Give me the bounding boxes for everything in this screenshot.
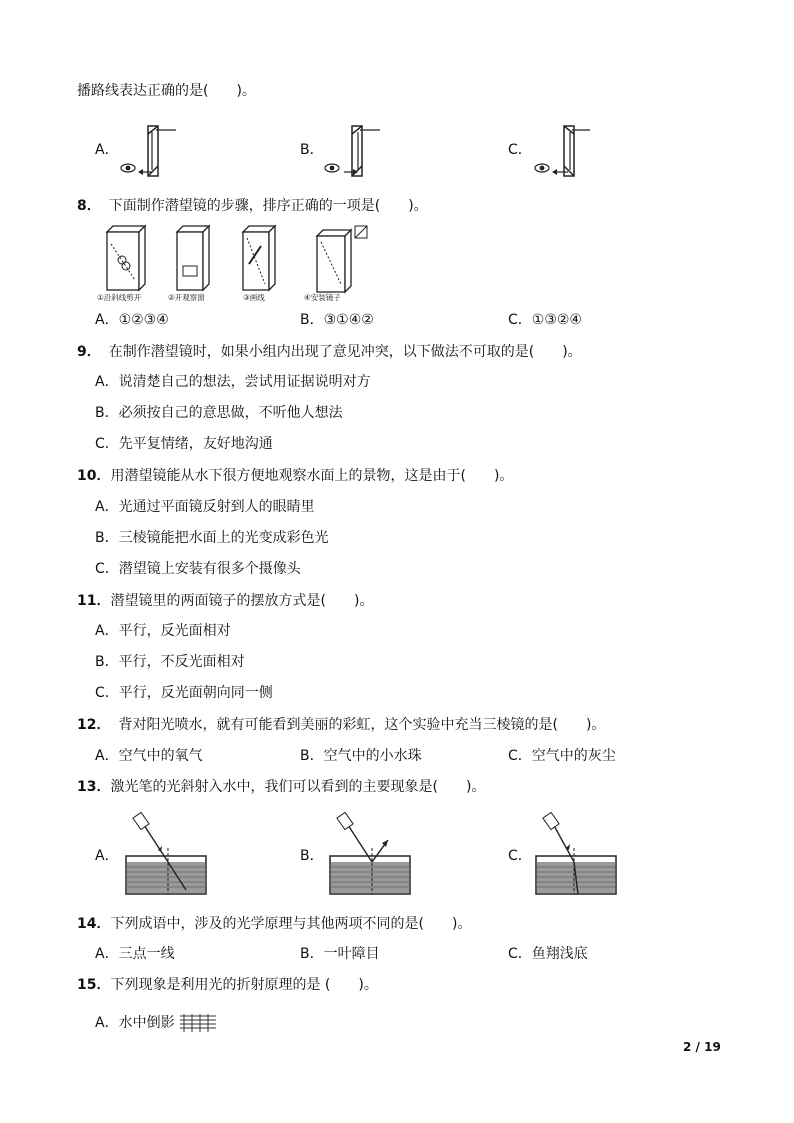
q10-option-a: A．光通过平面镜反射到人的眼睛里 (95, 499, 315, 515)
q13-text: 激光笔的光斜射入水中，我们可以看到的主要现象是( )。 (110, 779, 486, 795)
q13-option-a: A． (95, 848, 119, 864)
q14-stem (77, 915, 471, 933)
q14-text: 下列成语中，涉及的光学原理与其他两项不同的是( )。 (110, 916, 472, 932)
q12-stem (77, 716, 605, 734)
q15-stem (77, 976, 378, 994)
q8-option-a: A．①②③④ (95, 312, 169, 328)
q15-number: 15． (77, 977, 111, 993)
q9-option-b: B．必须按自己的意思做，不听他人想法 (95, 405, 343, 421)
q10-number: 10． (77, 468, 111, 484)
q9-text: 在制作潜望镜时，如果小组内出现了意见冲突，以下做法不可取的是( )。 (108, 344, 582, 360)
q9-stem (77, 343, 582, 361)
q7-option-c: C． (508, 142, 532, 158)
q9-option-a: A．说清楚自己的想法，尝试用证据说明对方 (95, 374, 371, 390)
q7-figure-b (322, 120, 392, 182)
q11-number: 11． (77, 593, 111, 609)
q14-option-b: B．一叶障目 (300, 946, 380, 962)
q14-option-c: C．鱼翔浅底 (508, 946, 588, 962)
q8-stem (77, 197, 428, 215)
q12-option-a: A．空气中的氧气 (95, 748, 203, 764)
q8-caption-2: ②开观察窗 (168, 293, 205, 302)
q8-caption-3: ③画线 (243, 293, 265, 302)
q8-number: 8． (77, 198, 101, 214)
q11-option-b: B．平行，不反光面相对 (95, 654, 245, 670)
q8-text: 下面制作潜望镜的步骤，排序正确的一项是( )。 (108, 198, 428, 214)
q7-option-b: B． (300, 142, 324, 158)
q12-text: 背对阳光喷水，就有可能看到美丽的彩虹，这个实验中充当三棱镜的是( )。 (118, 717, 606, 733)
q13-number: 13． (77, 779, 111, 795)
q10-text: 用潜望镜能从水下很方便地观察水面上的景物，这是由于( )。 (110, 468, 514, 484)
q12-number: 12． (77, 717, 111, 733)
q13-figure-c (528, 812, 624, 898)
q15-text: 下列现象是利用光的折射原理的是 ( )。 (110, 977, 378, 993)
q13-figure-a (118, 812, 214, 898)
q8-option-b: B．③①④② (300, 312, 374, 328)
q11-stem (77, 592, 373, 610)
q9-option-c: C．先平复情绪，友好地沟通 (95, 436, 273, 452)
q11-text: 潜望镜里的两面镜子的摆放方式是( )。 (110, 593, 374, 609)
q7-figure-c (530, 120, 600, 182)
q14-option-a: A．三点一线 (95, 946, 175, 962)
q11-option-c: C．平行，反光面朝向同一侧 (95, 685, 273, 701)
q10-stem (77, 467, 513, 485)
q12-option-c: C．空气中的灰尘 (508, 748, 616, 764)
q8-caption-4: ④安装镜子 (304, 293, 341, 302)
q8-caption-1: ①沿斜线剪开 (97, 293, 142, 302)
q13-option-c: C． (508, 848, 532, 864)
q10-option-b: B．三棱镜能把水面上的光变成彩色光 (95, 530, 329, 546)
q12-option-b: B．空气中的小水珠 (300, 748, 422, 764)
q13-stem (77, 778, 485, 796)
q15-option-a: A．水中倒影 (95, 1015, 175, 1031)
q13-option-b: B． (300, 848, 324, 864)
q10-option-c: C．潜望镜上安装有很多个摄像头 (95, 561, 301, 577)
q9-number: 9． (77, 344, 101, 360)
q7-stem-tail: 播路线表达正确的是( )。 (77, 83, 256, 99)
q13-figure-b (322, 812, 418, 898)
q15-reflection-image (178, 1012, 218, 1034)
q8-option-c: C．①③②④ (508, 312, 582, 328)
q7-option-a: A． (95, 142, 119, 158)
page-number: 2 / 19 (683, 1040, 721, 1054)
q11-option-a: A．平行，反光面相对 (95, 623, 231, 639)
q7-figure-a (118, 120, 188, 182)
q14-number: 14． (77, 916, 111, 932)
